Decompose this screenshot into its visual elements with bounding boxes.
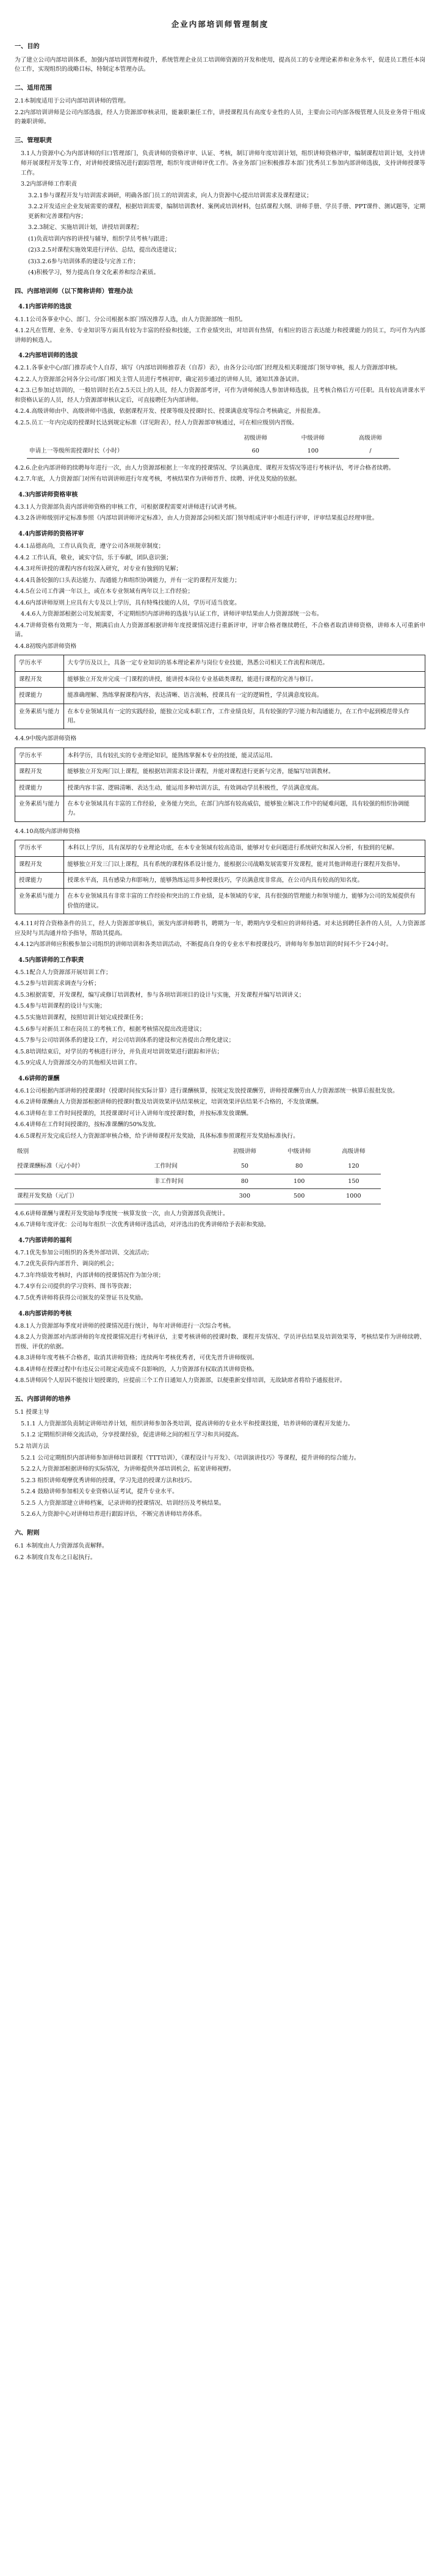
- section-4-8-heading: 4.8内部讲师的考核: [18, 1310, 72, 1317]
- table-value: 能够独立开发三门以上课程，具有系统的课程体系设计能力，能根据公司战略发展需要开发课程，能对其他讲师进行课程开发指导。: [63, 856, 425, 872]
- table-row-label: [15, 1174, 152, 1189]
- section-4-5-item: 4.5.7参与公司培训体系的建设工作，对公司培训体系的建设和完善提出合理化建议；: [15, 1037, 235, 1044]
- table-value: 本科学历，具有较扎实的专业理论知识，能熟练掌握本专业的技能，能灵活运用。: [63, 748, 425, 763]
- table-header-cell: 初级讲师: [233, 1148, 257, 1155]
- table-row-sublabel: 工作时间: [152, 1159, 218, 1174]
- table-cell: 100: [272, 1174, 326, 1189]
- section-5-2-item: 5.2.2人力资源部根据讲师的实际情况，为讲师提供外部培训机会，拓宽讲师视野。: [21, 1466, 235, 1473]
- section-4-5-item: 4.5.4参与培训课程的设计与实施；: [15, 1003, 106, 1010]
- section-3-heading: 三、管理职责: [15, 136, 52, 144]
- section-4-6-item: 4.6.2讲师课酬由人力资源部根据讲师的授课时数及培训效果评估结果核定，培训效果评估结果不合格的，不发放课酬。: [15, 1099, 323, 1106]
- section-4-2-heading: 4.2内部培训师的选拔: [18, 352, 78, 360]
- section-2-para-1: 2.1本制度适用于公司内部培训讲师的管理。: [15, 98, 129, 105]
- table-cell: 100: [284, 445, 342, 458]
- table-cell: 1000: [326, 1189, 381, 1204]
- section-4-8-item: 4.8.2人力资源部对内部讲师的年度授课情况进行考核评估，主要考核讲师的授课时数、课程开发情况、学员评估结果及培训效果等，考核结果作为讲师续聘、晋级、评优的依据。: [15, 1334, 425, 1350]
- table-header-cell: 初级讲师: [243, 434, 267, 442]
- table-key: 学历水平: [15, 655, 64, 671]
- section-4-1-text-2: 4.1.2凡在管理、业务、专业知识等方面具有较为丰富的经验和技能，工作业绩突出，对培训有热情，有相应的语言表达能力和授课能力的员工，均可作为内部讲师的候选人。: [15, 327, 425, 344]
- table-value: 本科以上学历，具有深厚的专业理论功底，在本专业领域有较高造诣，能够对专业问题进行系统研究和深入分析，有独到的见解。: [63, 840, 425, 856]
- section-4-4-item: 4.4.3对所讲授的课程内容有较深入研究，对专业有独到的见解；: [15, 566, 182, 573]
- table-key: 学历水平: [15, 840, 64, 856]
- section-4-5-item: 4.5.2参与培训需求调查与分析；: [15, 980, 100, 988]
- section-4-4-item: 4.4.2 工作认真，敬业，诚实守信，乐于奉献，团队意识强；: [15, 554, 172, 561]
- table-cell: /: [342, 445, 399, 458]
- section-6-item: 6.2 本制度自发布之日起执行。: [15, 1554, 96, 1561]
- table-row: [15, 840, 425, 856]
- section-4-4-item: 4.4.6内部讲师原则上应具有大专及以上学历，具有特殊技能的人员，学历可适当放宽。: [15, 599, 240, 606]
- table-row: [15, 856, 425, 872]
- table-row: [27, 445, 399, 458]
- section-4-heading: 四、内部培训师（以下简称讲师）管理办法: [15, 287, 133, 295]
- section-5-2-item: 5.2.1 公司定期组织内部讲师参加讲师培训课程（TTT培训），《课程设计与开发》、《培训演讲技巧》等课程，提升讲师的综合能力。: [21, 1454, 360, 1461]
- table-cell: 80: [217, 1174, 272, 1189]
- table-cell: 50: [217, 1159, 272, 1174]
- section-4-3-heading: 4.3内部讲师资格审核: [18, 491, 78, 498]
- table-key: 授课能力: [15, 872, 64, 888]
- section-4-5-item: 4.5.1配合人力资源部开展培训工作；: [15, 969, 112, 976]
- table-value: 在本专业领域具有丰富的工作经验，业务能力突出，在部门内部有较高威信，能够独立解决工作中的疑难问题，具有较强的组织协调能力。: [63, 796, 425, 821]
- section-4-5-item: 4.5.3根据需要，开发课程，编写或修订培训教材，参与各项培训项目的设计与实施，开发课程并编写培训讲义；: [15, 991, 305, 999]
- table-header-row: [27, 432, 399, 445]
- table-header-cell: [27, 432, 227, 445]
- mid-qualification-table: [15, 748, 425, 822]
- table-header-cell: 级别: [17, 1148, 29, 1155]
- table-value: 能够独立开发并完成一门课程的讲授，能讲授本岗位专业基础类课程，能进行课程的完善与修订。: [63, 671, 425, 687]
- lecture-fee-table: [15, 1144, 381, 1204]
- section-4-2-item: 4.2.3.已参加过培训的，一般培训时长在2.5天以上的人员，经人力资源部考评，可作为讲师候选人参加讲师选拔，且考核合格后方可任职。具有较高讲课水平和资格认证的人员，经人力资源部审核认定后，可直接聘任为内部讲师。: [15, 387, 425, 404]
- table-row: [15, 655, 425, 671]
- section-4-2-item: 4.2.1.各事业中心/部门推荐或个人自荐，填写《内部培训师推荐表（自荐）表》，由各分公司/部门经理及相关职能部门领导审核，报人力资源部审核。: [15, 365, 402, 372]
- table-row: [15, 1159, 381, 1174]
- table-header-cell: 中级讲师: [301, 434, 325, 442]
- table-cell: 80: [272, 1159, 326, 1174]
- section-4-2-item: 4.2.4.高级讲师由中、高级讲师中选拔，依据课程开发、授课等级及授课时长、授课满意度等综合考核确定，并报批准。: [15, 408, 325, 415]
- table-row: [15, 704, 425, 729]
- section-5-1-para: 5.1.1 人力资源部负责制定讲师培养计划，组织讲师参加各类培训，提高讲师的专业水平和授课技能，培养讲师的课程开发能力。: [21, 1420, 354, 1427]
- section-3-para-1: 3.1人力资源中心为内部讲师的归口管理部门，负责讲师的资格评审、认证、考核，制订讲师年度培训计划，组织讲师资格评审，编制课程培训计划，支持讲师开展课程开发等工作，对讲师授课情况进行跟踪管理，组织年度讲师评优工作。各业务部门应积极推荐本部门优秀员工参加内部讲师选拔，支持讲师授课等工作。: [21, 150, 425, 176]
- table-value: 能准确理解、熟练掌握课程内容，表达清晰、语言流畅，授课具有一定的逻辑性，学员满意度较高。: [63, 688, 425, 704]
- table-value: 大专学历及以上，具备一定专业知识的基本理论素养与岗位专业技能，熟悉公司相关工作流程和规范。: [63, 655, 425, 671]
- section-5-1-heading: 5.1 授课主导: [15, 1409, 49, 1416]
- section-2-heading: 二、适用范围: [15, 84, 52, 92]
- junior-qualification-table: [15, 655, 425, 729]
- section-4-4-text-7: 4.4.12内部讲师应积极参加公司组织的讲师培训和各类培训活动，不断提高自身的专业水平和授课技巧，讲师每年参加培训的时间不少于24小时。: [15, 941, 392, 948]
- section-4-2-item: 4.2.5.员工一年内完成的授课时长达到规定标准（详见附表），经人力资源部审核通过，可在相应级别内晋级。: [15, 419, 298, 426]
- section-4-8-item: 4.8.4讲师在授课过程中有违反公司规定或造成不良影响的，人力资源部有权取消其讲师资格。: [15, 1366, 258, 1373]
- section-1-heading: 一、目的: [15, 43, 40, 51]
- table-row: [15, 764, 425, 780]
- table-key: 授课能力: [15, 688, 64, 704]
- section-3-para-2: 3.2内部讲师工作职责: [21, 181, 78, 188]
- section-4-3-text: 4.3.1人力资源部负责内部讲师资格的审核工作，可根据课程需要对讲师进行试讲考核。: [15, 503, 240, 511]
- section-4-2-item: 4.2.7.年底，人力资源部门对所有培训讲师进行年度考核，考核结果作为讲师晋升、续聘、评优及奖励的依据。: [15, 476, 301, 483]
- section-4-7-item: 4.7.1优先参加公司组织的各类外部培训、交流活动；: [15, 1249, 153, 1256]
- section-2-para-2: 2.2内部培训讲师是公司内部选拔，经人力资源部审核录用，能兼职兼任工作，讲授课程具有高度专业性的人员，主要由公司内部各级管理人员及业务骨干组成的兼职讲师。: [15, 109, 425, 126]
- junior-qualification-label: 4.4.8初级内部讲师资格: [15, 642, 77, 650]
- section-4-6-heading: 4.6讲师的课酬: [18, 1075, 60, 1082]
- section-3-item: 3.2.3制定、实施培训计划，讲授培训课程；: [28, 224, 143, 231]
- table-cell: 150: [326, 1174, 381, 1189]
- table-row: [15, 1189, 381, 1204]
- section-4-5-item: 4.5.6参与对新员工和在岗员工的考核工作，根据考核情况提出改进建议；: [15, 1025, 206, 1033]
- section-1-text: 为了建立公司内部培训体系，加强内部培训管理和提升，系统管理企业员工培训师资源的开发和使用，提高员工的专业理论素养和业务水平，促进员工胜任本岗位工作，实现组织的战略目标，特制定本管理办法。: [15, 56, 425, 73]
- table-row: [15, 796, 425, 821]
- section-5-2-item: 5.2.6人力资源中心对讲师培养进行跟踪评估，不断完善讲师培养体系。: [21, 1511, 206, 1518]
- table-header-cell: 中级讲师: [287, 1148, 311, 1155]
- section-3-item: 3.2.2开发适应企业发展需要的课程，根据培训需要，编制培训教材、案例或培训材料，包括课程大纲、讲师手册、学员手册、PPT课件、测试题等，定期更新和完善课程内容；: [28, 203, 425, 220]
- section-4-6-after: 4.6.6讲师课酬与课程开发奖励每季度统一核算发放一次，由人力资源部负责统计。: [15, 1210, 229, 1217]
- table-row-label: 申请上一等级所需授课时长（小时）: [27, 445, 227, 458]
- table-key: 学历水平: [15, 748, 64, 763]
- section-5-heading: 五、内部讲师的培养: [15, 1395, 71, 1403]
- section-3-item: (4)积极学习，努力提高自身文化素养和综合素质。: [28, 269, 160, 277]
- table-row: [15, 889, 425, 914]
- section-5-2-item: 5.2.5 人力资源部建立讲师档案，记录讲师的授课情况、培训经历及考核结果。: [21, 1499, 225, 1507]
- table-row-label: 课程开发奖励（元/门）: [15, 1189, 152, 1204]
- section-4-4-item: 4.4.5在公司工作满一年以上，或在本专业领域有两年以上工作经验；: [15, 588, 194, 595]
- section-3-item: (1)负责培训内容的讲授与辅导，组织学员考核与跟进；: [28, 235, 171, 242]
- table-row-label: 授课课酬标准（元/小时）: [15, 1159, 152, 1174]
- section-4-6-after: 4.6.7讲师年度评优：公司每年组织一次优秀讲师评选活动，对评选出的优秀讲师给予表彰和奖励。: [15, 1221, 270, 1229]
- table-row: [15, 1174, 381, 1189]
- section-4-8-item: 4.8.1人力资源部每季度对讲师的授课情况进行统计，每年对讲师进行一次综合考核。: [15, 1322, 235, 1330]
- table-header-cell: 高级讲师: [358, 434, 383, 442]
- table-row-sublabel: [152, 1189, 218, 1204]
- table-key: 业务素质与能力: [15, 796, 64, 821]
- section-4-1-text: 4.1.1公司各事业中心、部门、分公司根据本部门情况推荐人选，由人力资源部统一组织。: [15, 316, 247, 323]
- section-4-7-item: 4.7.2优先获得内部晋升、调岗的机会；: [15, 1261, 118, 1268]
- section-4-2-item: 4.2.2.人力资源部会同各分公司/部门相关主管人员进行考核初审，确定初步通过的讲师人员，通知其准备试讲。: [15, 376, 303, 383]
- table-key: 业务素质与能力: [15, 704, 64, 729]
- section-6-heading: 六、附则: [15, 1529, 40, 1537]
- table-cell: 60: [227, 445, 284, 458]
- section-4-3-text-2: 4.3.2各讲师级别评定标准参照《内部培训讲师评定标准》，由人力资源部会同相关部门领导组成评审小组进行评审，评审结果报总经理审批。: [15, 515, 378, 522]
- section-4-5-item: 4.5.9完成人力资源部交办的其他相关培训工作。: [15, 1060, 141, 1067]
- table-row: [15, 872, 425, 888]
- section-4-4-text: 4.4.6人力资源部根据公司发展需要，不定期组织内部讲师的选拔与认证工作，讲师评审结果由人力资源部统一公布。: [21, 611, 323, 618]
- section-4-7-item: 4.7.3年终绩效考核时，内部讲师的授课情况作为加分项；: [15, 1272, 165, 1279]
- section-4-7-item: 4.7.5优秀讲师将获得公司颁发的荣誉证书及奖励。: [15, 1294, 147, 1301]
- section-4-4-text-6: 4.4.11对符合资格条件的员工，经人力资源部审核后，颁发内部讲师聘书，聘期为一年，聘期内享受相应的讲师待遇。对未达到聘任条件的人员，人力资源部应及时与其沟通并给予指导，帮助其提高。: [15, 920, 425, 937]
- table-value: 在本专业领域具有一定的实践经验，能独立完成本职工作，工作业绩良好，具有较强的学习能力和沟通能力，在工作中起到模范带头作用。: [63, 704, 425, 729]
- section-5-2-heading: 5.2 培训方法: [15, 1443, 49, 1450]
- section-4-1-heading: 4.1内部讲师的选拔: [18, 304, 72, 311]
- mid-qualification-label: 4.4.9中级内部讲师资格: [15, 735, 77, 743]
- table-value: 授课水平高，具有感染力和影响力，能够熟练运用多种授课技巧，学员满意度非常高，在公司内具有较高的知名度。: [63, 872, 425, 888]
- table-key: 课程开发: [15, 856, 64, 872]
- section-4-5-item: 4.5.8培训结束后，对学员的考核进行评分，并负责对培训效果进行跟踪和评估；: [15, 1048, 223, 1055]
- section-5-2-item: 5.2.4 鼓励讲师参加相关专业资格认证考试，提升专业水平。: [21, 1488, 178, 1496]
- document-title: 企业内部培训师管理制度: [171, 20, 269, 29]
- table-value: 能够独立开发两门以上课程，能根据培训需求设计课程，并能对课程进行更新与完善，能编写培训教材。: [63, 764, 425, 780]
- section-4-4-item: 4.4.1品德高尚，工作认真负责，遵守公司各项规章制度；: [15, 543, 165, 550]
- section-4-4-item: 4.4.4具备较强的口头表达能力、沟通能力和组织协调能力，并有一定的课程开发能力；: [15, 577, 240, 584]
- section-5-2-item: 5.2.3 组织讲师观摩优秀讲师的授课，学习先进的授课方法和技巧。: [21, 1477, 196, 1484]
- table-row: [15, 748, 425, 763]
- promotion-hours-table: [27, 432, 399, 459]
- section-3-item: (2)3.2.5对课程实施效果进行评估、总结，提出改进建议；: [28, 247, 181, 254]
- table-value: 在本专业领域具有非常丰富的工作经验和突出的工作业绩，是本领域的专家，具有很强的管理能力和领导能力，能够为公司的发展提供有价值的建议。: [63, 889, 425, 914]
- table-row: [15, 780, 425, 796]
- table-cell: 300: [217, 1189, 272, 1204]
- section-4-4-heading: 4.4内部讲师的资格评审: [18, 530, 84, 537]
- section-4-8-item: 4.8.3讲师年度考核不合格者，取消其讲师资格；连续两年考核优秀者，可优先晋升讲师级别。: [15, 1355, 258, 1362]
- table-header-row: [15, 1144, 381, 1159]
- table-header-cell: 高级讲师: [342, 1148, 366, 1155]
- senior-qualification-label: 4.4.10高级内部讲师资格: [15, 828, 81, 835]
- section-4-2-item: 4.2.6.企业内部讲师的续聘每年进行一次，由人力资源部根据上一年度的授课情况、学员满意度、课程开发情况等进行考核评估，考评合格者续聘。: [15, 464, 395, 471]
- section-4-8-item: 4.8.5讲师因个人原因不能按计划授课的，应提前三个工作日通知人力资源部，以便重新安排培训，无故缺席者将给予通报批评。: [15, 1377, 346, 1384]
- section-4-6-item: 4.6.3讲师在非工作时间授课的，其授课课时可计入讲师年度授课时数，并按标准发放课酬。: [15, 1110, 252, 1117]
- section-5-1-para: 5.1.2 定期组织讲师交流活动，分享授课经验，促进讲师之间的相互学习和共同提高。: [21, 1432, 243, 1439]
- table-row: [15, 688, 425, 704]
- table-cell: 120: [326, 1159, 381, 1174]
- table-cell: 500: [272, 1189, 326, 1204]
- table-row: [15, 671, 425, 687]
- table-key: 授课能力: [15, 780, 64, 796]
- table-key: 课程开发: [15, 671, 64, 687]
- section-4-7-heading: 4.7内部讲师的福利: [18, 1237, 72, 1244]
- section-3-item: 3.2.1参与课程开发与培训需求调研，明确各部门员工的培训需求，向人力资源中心提出培训需求及课程建议；: [28, 192, 312, 199]
- section-3-item: (3)3.2.6参与培训体系的建设与完善工作；: [28, 258, 139, 265]
- table-key: 课程开发: [15, 764, 64, 780]
- table-header-cell: [152, 1144, 218, 1159]
- table-key: 业务素质与能力: [15, 889, 64, 914]
- section-4-4-text-2: 4.4.7讲师资格有效期为一年，期满后由人力资源部根据讲师年度授课情况进行重新评审，评审合格者继续聘任，不合格者取消讲师资格，讲师本人可重新申请。: [15, 622, 425, 639]
- section-4-5-heading: 4.5内部讲师的工作职责: [18, 956, 84, 964]
- section-6-item: 6.1 本制度由人力资源部负责解释。: [15, 1543, 108, 1550]
- section-4-5-item: 4.5.5实施培训课程，按照培训计划完成授课任务；: [15, 1014, 147, 1021]
- section-4-6-item: 4.6.5课程开发完成后经人力资源部审核合格，给予讲师课程开发奖励，具体标准参照课程开发奖励标准执行。: [15, 1132, 299, 1140]
- senior-qualification-table: [15, 840, 425, 914]
- section-4-7-item: 4.7.4享有公司提供的学习资料、图书等资源；: [15, 1283, 135, 1290]
- section-4-6-item: 4.6.1公司根据内部讲师的授课课时（授课时间按实际计算）进行课酬核算，按规定发放授课酬劳，讲师授课酬劳由人力资源部统一核算后报批发放。: [15, 1087, 399, 1094]
- section-4-6-item: 4.6.4讲师在工作时间授课的，按标准课酬的50%发放。: [15, 1121, 160, 1129]
- table-value: 授课内容丰富、逻辑清晰、表达生动，能运用多种培训方法，有效调动学员积极性，学员满意度高。: [63, 780, 425, 796]
- table-row-sublabel: 非工作时间: [152, 1174, 218, 1189]
